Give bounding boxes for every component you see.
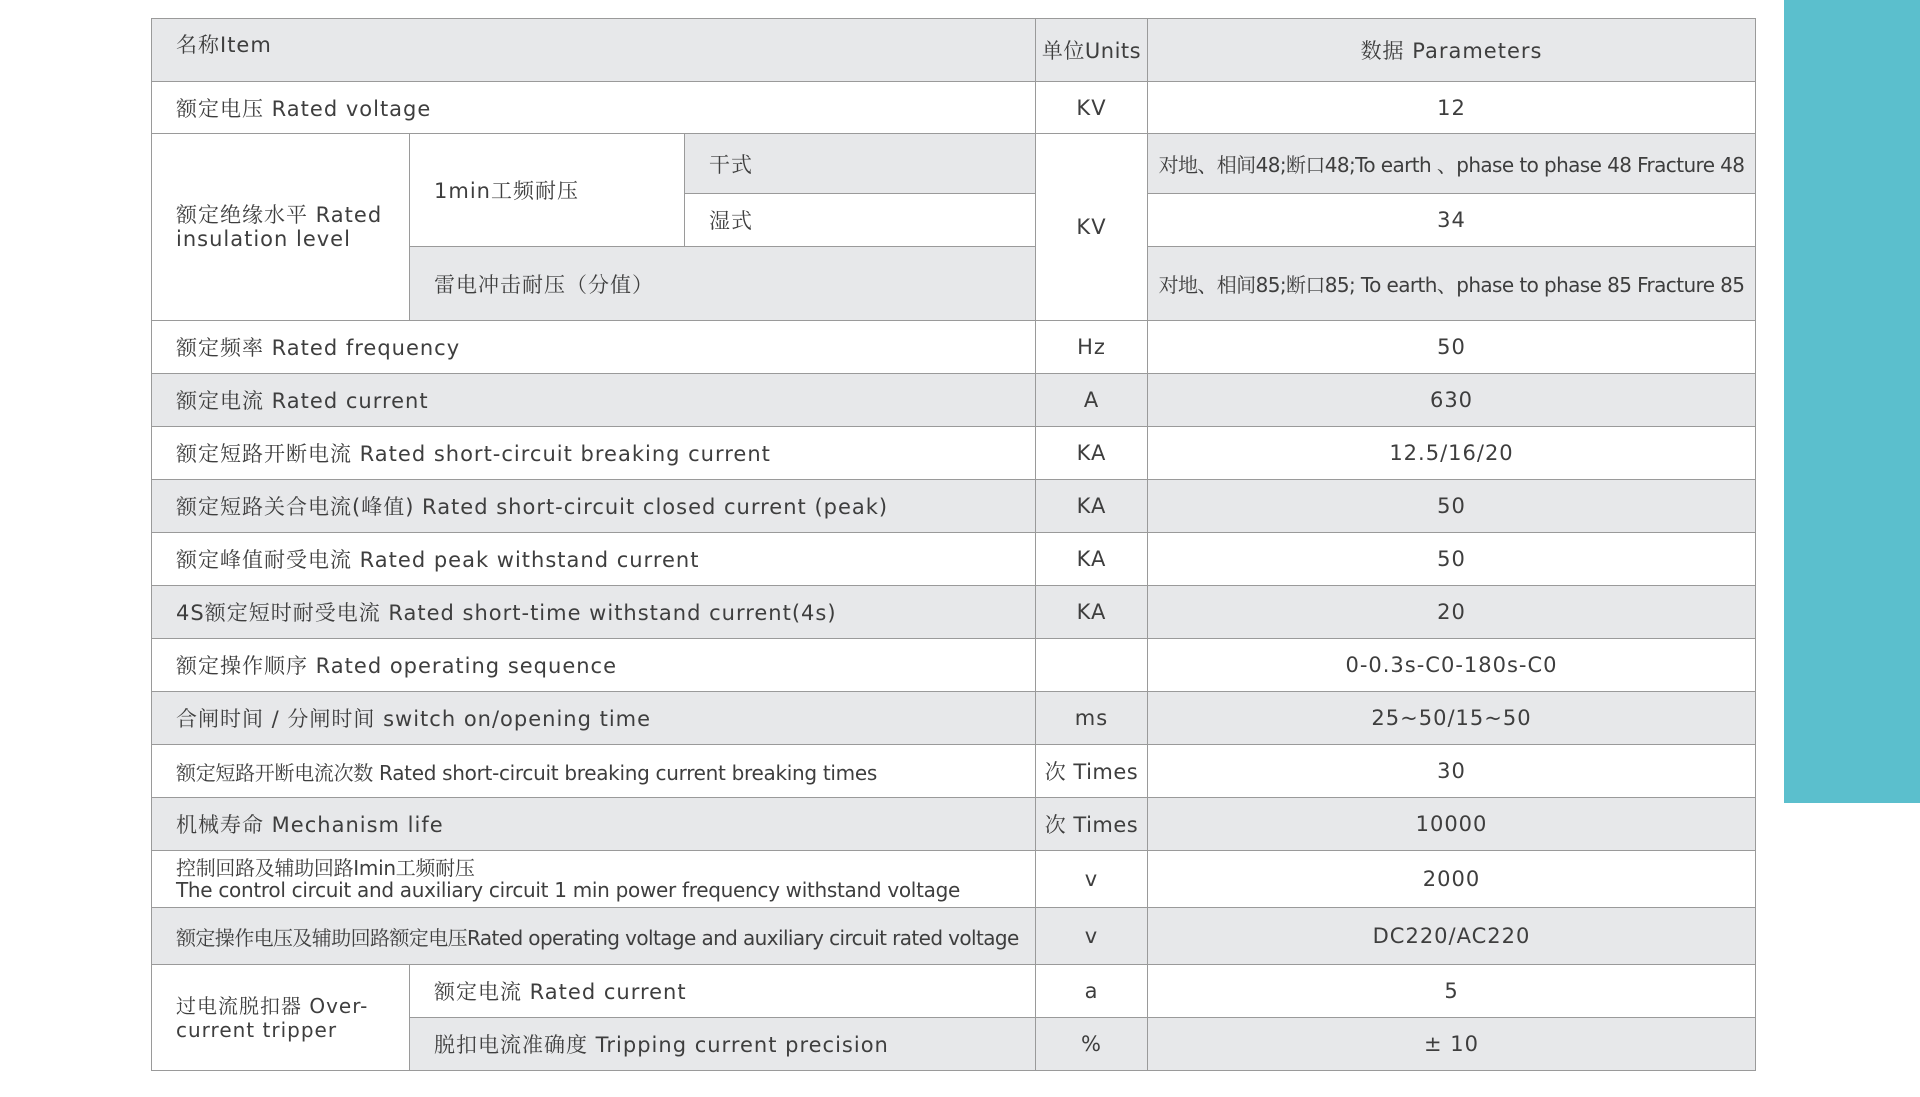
row-value: 2000	[1148, 851, 1756, 908]
row-label: 额定电流 Rated current	[152, 374, 1036, 427]
row-value: 10000	[1148, 798, 1756, 851]
table-row	[152, 374, 1756, 427]
table-row-insulation-dry	[152, 134, 1756, 194]
row-value: 50	[1148, 533, 1756, 586]
row-unit: 次 Times	[1036, 798, 1148, 851]
table-row	[152, 798, 1756, 851]
row-unit: v	[1036, 851, 1148, 908]
tripper-precision-unit: %	[1036, 1018, 1148, 1071]
row-label: 额定短路关合电流(峰值) Rated short-circuit closed current (peak)	[152, 480, 1036, 533]
dry-label: 干式	[685, 134, 1036, 194]
table-row-tripper-current	[152, 965, 1756, 1018]
tripper-label: 过电流脱扣器 Over-current tripper	[152, 965, 410, 1071]
row-unit: A	[1036, 374, 1148, 427]
row-unit: KA	[1036, 586, 1148, 639]
row-value: 0-0.3s-C0-180s-C0	[1148, 639, 1756, 692]
row-unit: 次 Times	[1036, 745, 1148, 798]
table-row	[152, 427, 1756, 480]
table-row	[152, 692, 1756, 745]
row-unit: KV	[1036, 82, 1148, 134]
row-label: 额定操作电压及辅助回路额定电压Rated operating voltage and auxiliary circuit rated voltage	[152, 908, 1036, 965]
control-circuit-label-en: The control circuit and auxiliary circuit 1 min power frequency withstand voltage	[176, 878, 960, 902]
insulation-unit: KV	[1036, 134, 1148, 321]
table-header-row	[152, 19, 1756, 82]
row-label: 额定频率 Rated frequency	[152, 321, 1036, 374]
tripper-precision-label: 脱扣电流准确度 Tripping current precision	[410, 1018, 1036, 1071]
row-value: 30	[1148, 745, 1756, 798]
row-value: 20	[1148, 586, 1756, 639]
power-frequency-label: 1min工频耐压	[410, 134, 685, 247]
tripper-current-unit: a	[1036, 965, 1148, 1018]
row-value: 12	[1148, 82, 1756, 134]
table-row	[152, 639, 1756, 692]
table-row	[152, 745, 1756, 798]
tripper-current-value: 5	[1148, 965, 1756, 1018]
row-value: 25~50/15~50	[1148, 692, 1756, 745]
lightning-value: 对地、相间85;断口85; To earth、phase to phase 85 Fracture 85	[1148, 247, 1756, 321]
row-unit: KA	[1036, 533, 1148, 586]
row-value: 50	[1148, 480, 1756, 533]
insulation-label: 额定绝缘水平 Rated insulation level	[152, 134, 410, 321]
header-item: 名称Item	[152, 19, 1036, 82]
parameters-table	[151, 18, 1756, 1071]
control-circuit-label-cn: 控制回路及辅助回路Imin工频耐压	[176, 856, 475, 880]
row-label: 机械寿命 Mechanism life	[152, 798, 1036, 851]
tripper-precision-value: ± 10	[1148, 1018, 1756, 1071]
table-row	[152, 321, 1756, 374]
table-row	[152, 480, 1756, 533]
row-label: 4S额定短时耐受电流 Rated short-time withstand current(4s)	[152, 586, 1036, 639]
row-unit	[1036, 639, 1148, 692]
table-row	[152, 533, 1756, 586]
row-value: DC220/AC220	[1148, 908, 1756, 965]
row-value: 50	[1148, 321, 1756, 374]
table-row-operating-voltage	[152, 908, 1756, 965]
row-unit: ms	[1036, 692, 1148, 745]
header-parameters: 数据 Parameters	[1148, 19, 1756, 82]
lightning-label: 雷电冲击耐压（分值）	[410, 247, 1036, 321]
wet-label: 湿式	[685, 194, 1036, 247]
row-value: 630	[1148, 374, 1756, 427]
table-row	[152, 82, 1756, 134]
tripper-current-label: 额定电流 Rated current	[410, 965, 1036, 1018]
row-label: 额定短路开断电流次数 Rated short-circuit breaking current breaking times	[152, 745, 1036, 798]
row-unit: v	[1036, 908, 1148, 965]
header-units: 单位Units	[1036, 19, 1148, 82]
table-row-control-circuit	[152, 851, 1756, 908]
row-unit: Hz	[1036, 321, 1148, 374]
row-value: 12.5/16/20	[1148, 427, 1756, 480]
row-unit: KA	[1036, 480, 1148, 533]
accent-band	[1784, 0, 1920, 803]
row-label: 额定电压 Rated voltage	[152, 82, 1036, 134]
row-label: 额定短路开断电流 Rated short-circuit breaking current	[152, 427, 1036, 480]
dry-value: 对地、相间48;断口48;To earth 、phase to phase 48 Fracture 48	[1148, 134, 1756, 194]
row-unit: KA	[1036, 427, 1148, 480]
row-label: 额定操作顺序 Rated operating sequence	[152, 639, 1036, 692]
row-label: 额定峰值耐受电流 Rated peak withstand current	[152, 533, 1036, 586]
control-circuit-label	[152, 851, 1036, 908]
row-label: 合闸时间 / 分闸时间 switch on/opening time	[152, 692, 1036, 745]
table-row	[152, 586, 1756, 639]
wet-value: 34	[1148, 194, 1756, 247]
